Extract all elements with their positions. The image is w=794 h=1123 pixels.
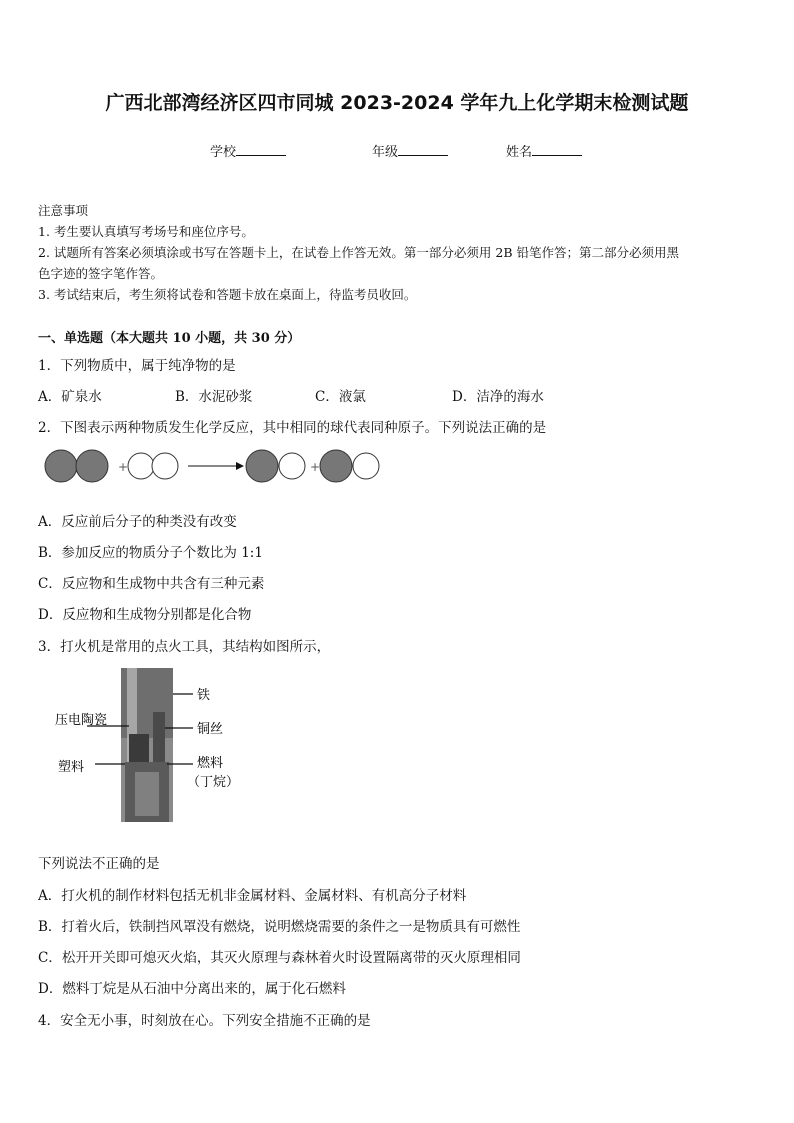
nozzle: [153, 712, 165, 762]
page-title: 广西北部湾经济区四市同城 2023-2024 学年九上化学期末检测试题: [105, 92, 689, 114]
atom-light: [152, 453, 178, 479]
q1-option-d: D．洁净的海水: [452, 389, 544, 405]
label-plastic: 塑料: [58, 760, 85, 775]
school-field: [210, 141, 286, 160]
arrow-head: [236, 462, 244, 470]
name-blank: [532, 143, 582, 156]
q3-option-a: A．打火机的制作材料包括无机非金属材料、金属材料、有机高分子材料: [38, 888, 467, 904]
question-3-stem: 3．打火机是常用的点火工具，其结构如图所示，: [38, 639, 331, 655]
q3-option-d: D．燃料丁烷是从石油中分离出来的，属于化石燃料: [38, 981, 346, 997]
q1-option-c: C．液氯: [315, 389, 366, 405]
atom-dark: [320, 450, 352, 482]
name-field: [506, 141, 582, 160]
notice-item: 3. 考试结束后，考生须将试卷和答题卡放在桌面上，待监考员收回。: [38, 287, 417, 302]
question-3-sub: 下列说法不正确的是: [38, 856, 160, 872]
atom-dark: [246, 450, 278, 482]
ceramic-block: [129, 734, 149, 762]
plus-sign: +: [310, 460, 321, 474]
reaction-diagram: [38, 446, 388, 488]
atom-dark: [45, 450, 77, 482]
school-blank: [236, 143, 286, 156]
tank-highlight: [135, 772, 159, 816]
q2-option-a: A．反应前后分子的种类没有改变: [38, 514, 237, 530]
label-butane: （丁烷）: [187, 775, 240, 790]
q1-option-b: B．水泥砂浆: [175, 389, 253, 405]
atom-light: [279, 453, 305, 479]
notice-item: 色字迹的签字笔作答。: [38, 266, 164, 281]
grade-field: [372, 141, 448, 160]
school-label: 学校: [210, 145, 237, 160]
name-label: 姓名: [506, 145, 533, 160]
q3-option-c: C．松开开关即可熄灭火焰，其灭火原理与森林着火时设置隔离带的灭火原理相同: [38, 950, 521, 966]
notice-item: 1. 考生要认真填写考场号和座位序号。: [38, 224, 254, 239]
q3-option-b: B．打着火后，铁制挡风罩没有燃烧，说明燃烧需要的条件之一是物质具有可燃性: [38, 919, 521, 935]
label-copper: 铜丝: [197, 722, 224, 737]
section-heading: 一、单选题（本大题共 10 小题，共 30 分）: [38, 331, 301, 346]
atom-dark: [76, 450, 108, 482]
grade-label: 年级: [372, 145, 399, 160]
atom-light: [353, 453, 379, 479]
question-1-stem: 1．下列物质中，属于纯净物的是: [38, 358, 236, 374]
plus-sign: +: [118, 460, 129, 474]
grade-blank: [398, 143, 448, 156]
notice-heading: 注意事项: [38, 203, 89, 218]
label-iron: 铁: [197, 688, 211, 703]
label-ceramic: 压电陶瓷: [55, 713, 108, 728]
q2-option-c: C．反应物和生成物中共含有三种元素: [38, 576, 265, 592]
q2-option-b: B．参加反应的物质分子个数比为 1:1: [38, 545, 263, 561]
notice-item: 2. 试题所有答案必须填涂或书写在答题卡上，在试卷上作答无效。第一部分必须用 2B 铅笔作答；第二部分必须用黑: [38, 245, 679, 260]
question-2-stem: 2．下图表示两种物质发生化学反应，其中相同的球代表同种原子。下列说法正确的是: [38, 420, 547, 436]
label-fuel: 燃料: [197, 756, 224, 771]
q2-option-d: D．反应物和生成物分别都是化合物: [38, 607, 252, 623]
atom-light: [128, 453, 154, 479]
q1-option-a: A．矿泉水: [38, 389, 102, 405]
lighter-diagram: [55, 664, 255, 826]
question-4-stem: 4．安全无小事，时刻放在心。下列安全措施不正确的是: [38, 1013, 371, 1029]
